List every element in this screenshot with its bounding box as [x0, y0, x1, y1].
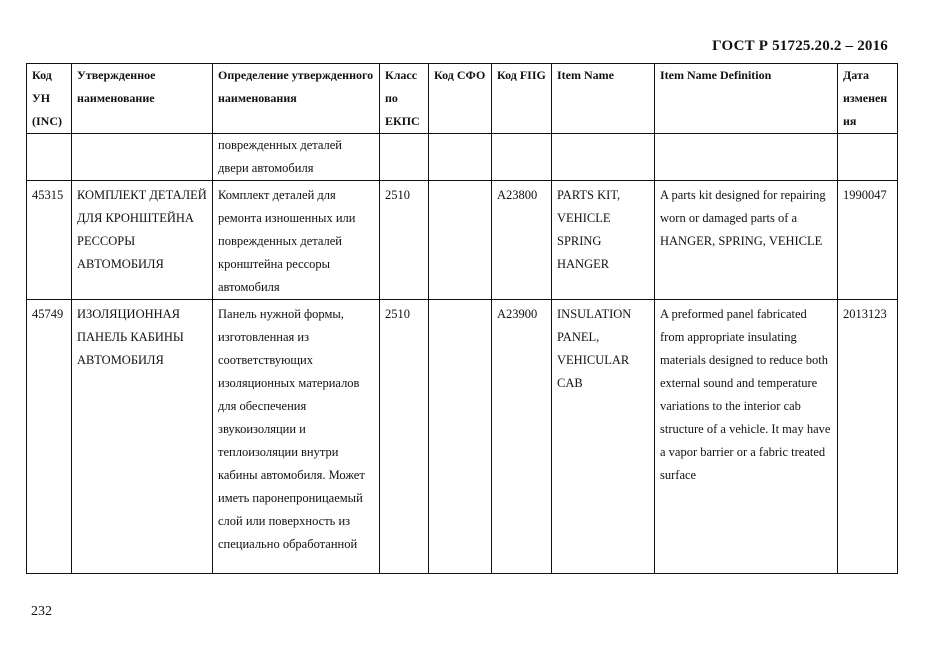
cell-item-definition: A preformed panel fabricated from appropriate insulating materials designed to reduce both external sound and temperature variations to the interior cab structure of a vehicle. It may have a vapor barrier or a fabric treated surface — [655, 300, 838, 574]
cell-class — [380, 134, 429, 181]
cell-item-name: INSULATION PANEL, VEHICULAR CAB — [552, 300, 655, 574]
cell-approved-name — [72, 134, 213, 181]
cell-fiig: A23800 — [492, 181, 552, 300]
cell-date — [838, 134, 898, 181]
cell-approved-name: КОМПЛЕКТ ДЕТАЛЕЙ ДЛЯ КРОНШТЕЙНА РЕССОРЫ АВТОМОБИЛЯ — [72, 181, 213, 300]
header-inc: Код УН (INC) — [27, 64, 72, 134]
cell-sfo — [429, 134, 492, 181]
page-number: 232 — [31, 604, 52, 619]
cell-inc — [27, 134, 72, 181]
cell-class: 2510 — [380, 181, 429, 300]
cell-date: 1990047 — [838, 181, 898, 300]
table-header-row — [27, 64, 898, 134]
cell-item-name — [552, 134, 655, 181]
table-row — [27, 300, 898, 574]
cell-fiig: A23900 — [492, 300, 552, 574]
header-date: Дата изменен ия — [838, 64, 898, 134]
header-fiig: Код FIIG — [492, 64, 552, 134]
cell-definition: Комплект деталей для ремонта изношенных или поврежденных деталей кронштейна рессоры автомобиля — [213, 181, 380, 300]
cell-inc: 45749 — [27, 300, 72, 574]
cell-class: 2510 — [380, 300, 429, 574]
table-row — [27, 134, 898, 181]
header-sfo: Код СФО — [429, 64, 492, 134]
header-item-name: Item Name — [552, 64, 655, 134]
catalog-table — [26, 63, 898, 574]
header-approved-name: Утвержденное наименование — [72, 64, 213, 134]
header-definition: Определение утвержденного наименования — [213, 64, 380, 134]
cell-inc: 45315 — [27, 181, 72, 300]
header-item-definition: Item Name Definition — [655, 64, 838, 134]
cell-sfo — [429, 181, 492, 300]
table-row — [27, 181, 898, 300]
cell-item-name: PARTS KIT, VEHICLE SPRING HANGER — [552, 181, 655, 300]
cell-date: 2013123 — [838, 300, 898, 574]
cell-approved-name: ИЗОЛЯЦИОННАЯ ПАНЕЛЬ КАБИНЫ АВТОМОБИЛЯ — [72, 300, 213, 574]
cell-fiig — [492, 134, 552, 181]
cell-sfo — [429, 300, 492, 574]
document-code: ГОСТ Р 51725.20.2 – 2016 — [712, 38, 888, 54]
cell-item-definition — [655, 134, 838, 181]
header-class: Класс по ЕКПС — [380, 64, 429, 134]
cell-definition: Панель нужной формы, изготовленная из соответствующих изоляционных материалов для обеспечения звукоизоляции и теплоизоляции внутри кабины автомобиля. Может иметь паронепроницаемый слой или поверхность из специально обработанной — [213, 300, 380, 574]
cell-definition: поврежденных деталей двери автомобиля — [213, 134, 380, 181]
cell-item-definition: A parts kit designed for repairing worn or damaged parts of a HANGER, SPRING, VEHICLE — [655, 181, 838, 300]
